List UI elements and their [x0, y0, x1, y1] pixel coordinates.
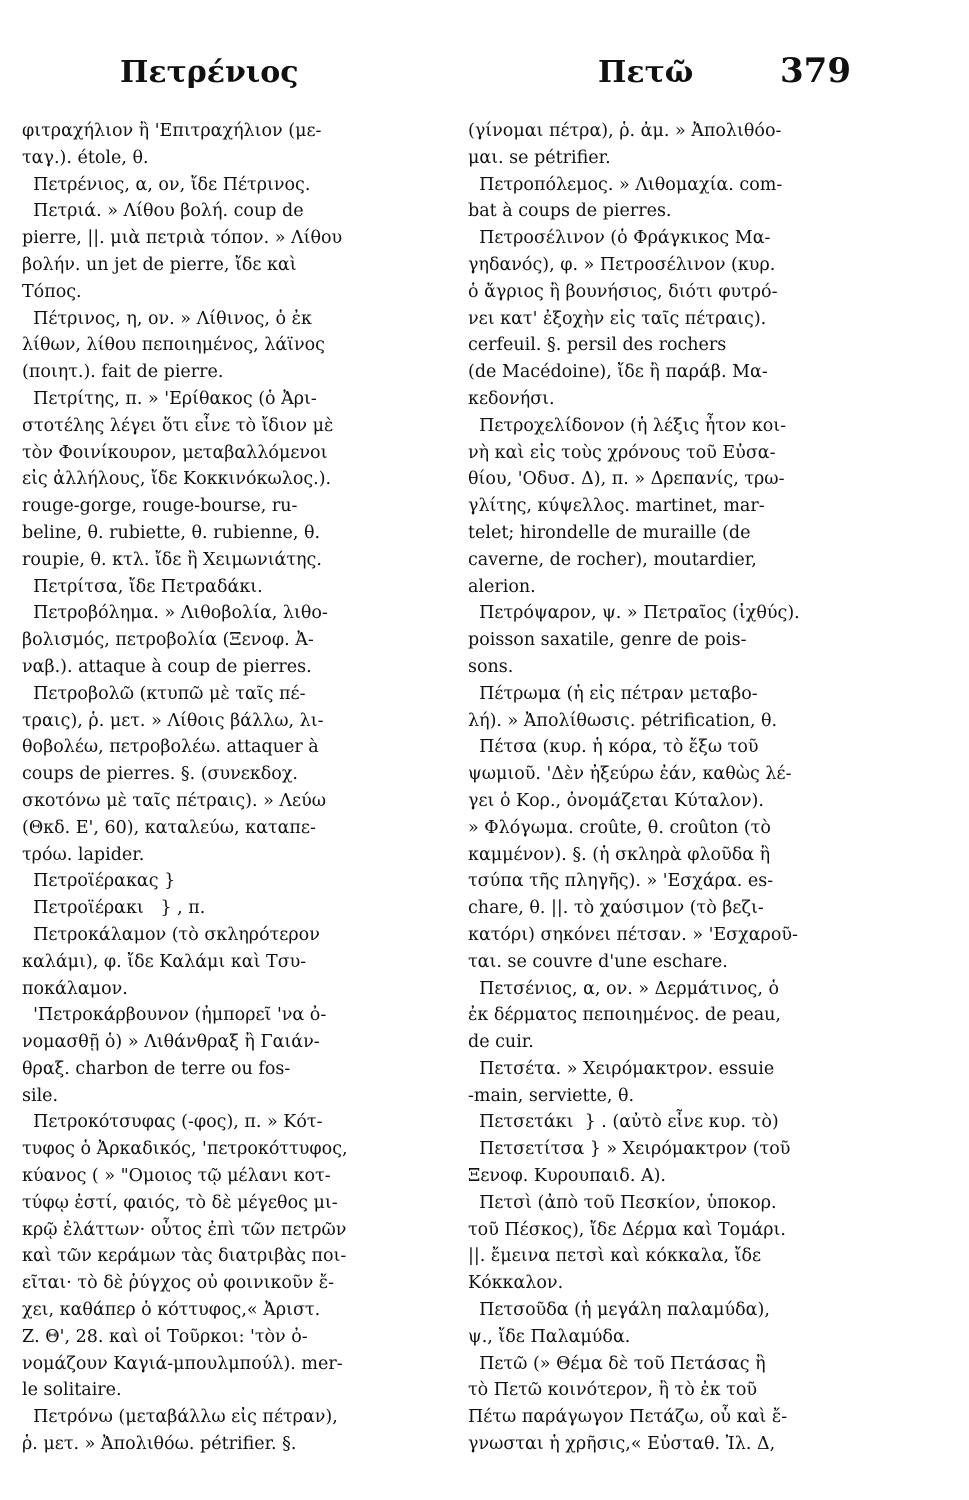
text-line: ναβ.). attaque à coup de pierres.	[22, 656, 312, 677]
text-line: λίθων, λίθου πεποιημένος, λάϊνος	[22, 335, 325, 356]
text-line: θίου, 'Οδυσ. Δ), π. » Δρεπανίς, τρω-	[468, 469, 785, 490]
text-line: (ποιητ.). fait de pierre.	[22, 362, 224, 383]
text-line: pierre, ||. μιὰ πετριὰ τόπον. » Λίθου	[22, 228, 343, 249]
text-line: Πέτσα (κυρ. ἡ κόρα, τὸ ἔξω τοῦ	[468, 737, 759, 758]
text-line: Πετσετάκι } . (αὐτὸ εἶνε κυρ. τὸ)	[468, 1112, 779, 1133]
page-number: 379	[780, 51, 851, 91]
text-line: τὸ Πετῶ κοινότερον, ἢ τὸ ἐκ τοῦ	[468, 1380, 758, 1401]
text-line: τυφος ὁ Ἀρκαδικός, 'πετροκόττυφος,	[22, 1139, 348, 1160]
text-line: rouge-gorge, rouge-bourse, ru-	[22, 496, 298, 517]
text-line: roupie, θ. κτλ. ἴδε ἢ Χειμωνιάτης.	[22, 549, 322, 570]
text-line: Πετροκότσυφας (-φος), π. » Κότ-	[22, 1112, 323, 1133]
text-line: ται. se couvre d'une eschare.	[468, 951, 728, 972]
text-line: νει κατ' ἐξοχὴν εἰς ταῖς πέτραις).	[468, 308, 767, 329]
text-line: κατόρι) σηκόνει πέτσαν. » 'Εσχαροῦ-	[468, 924, 798, 945]
text-line: νομάζουν Καγιά-μπουλμπούλ). mer-	[22, 1353, 343, 1374]
text-line: φιτραχήλιον ἢ 'Επιτραχήλιον (με-	[22, 121, 322, 141]
text-line: sons.	[468, 656, 514, 677]
text-line: ἐκ δέρματος πεποιημένος. de peau,	[468, 1005, 781, 1026]
text-line: ψ., ἴδε Παλαμύδα.	[468, 1326, 631, 1347]
text-line: Ζ. Θ', 28. καὶ οἱ Τοῦρκοι: 'τὸν ὀ-	[22, 1326, 308, 1347]
text-line: de cuir.	[468, 1032, 534, 1053]
text-line: Πετρίτης, π. » 'Ερίθακος (ὁ Ἀρι-	[22, 388, 317, 409]
text-line: Πετσὶ (ἀπὸ τοῦ Πεσκίον, ὑποκορ.	[468, 1192, 777, 1213]
text-line: Πετροϊέρακι } , π.	[22, 898, 206, 919]
text-line: κρῷ ἐλάττων· οὗτος ἐπὶ τῶν πετρῶν	[22, 1219, 347, 1240]
text-line: σκοτόνω μὲ ταῖς πέτραις). » Λεύω	[22, 790, 327, 811]
running-header	[0, 51, 969, 105]
text-line: telet; hirondelle de muraille (de	[468, 522, 751, 543]
text-line: Πετρίτσα, ἴδε Πετραδάκι.	[22, 576, 263, 597]
text-line: poisson saxatile, genre de pois-	[468, 630, 747, 651]
text-line: καλάμι), φ. ἴδε Καλάμι καὶ Τσυ-	[22, 951, 307, 972]
text-line: Πέτρωμα (ἡ εἰς πέτραν μεταβο-	[468, 683, 758, 704]
text-line: λή). » Ἀπολίθωσις. pétrification, θ.	[468, 710, 778, 731]
text-line: Κόκκαλον.	[468, 1273, 564, 1294]
text-line: Πετροπόλεμος. » Λιθομαχία. com-	[468, 174, 783, 195]
text-line: Πετροϊέρακας }	[22, 871, 176, 892]
text-line: Πετσένιος, α, ον. » Δερμάτινος, ὁ	[468, 978, 779, 999]
text-line: ὁ ἄγριος ἢ βουνήσιος, διότι φυτρό-	[468, 281, 778, 302]
text-line: θραξ. charbon de terre ou fos-	[22, 1058, 291, 1079]
text-line: γει ὁ Κορ., ὀνομάζεται Κύταλον).	[468, 790, 764, 811]
text-line: νομασθῇ ὁ) » Λιθάνθραξ ἢ Γαιάν-	[22, 1032, 320, 1053]
text-line: γνωσται ἡ χρῆσις,« Εὐσταθ. Ἰλ. Δ,	[468, 1434, 776, 1455]
text-line: Πέτω παράγωγον Πετάζω, οὗ καὶ ἔ-	[468, 1407, 788, 1428]
text-line: 'Πετροκάρβουνον (ἠμπορεῖ 'να ὀ-	[22, 1005, 327, 1026]
text-line: καὶ τῶν κεράμων τὰς διατριβὰς ποι-	[22, 1246, 347, 1267]
text-line: γλίτης, κύψελλος. martinet, mar-	[468, 496, 765, 517]
text-line: ταγ.). étole, θ.	[22, 147, 149, 168]
header-left-word: Πετρένιος	[120, 55, 299, 90]
text-line: Πετροχελίδονον (ἡ λέξις ἦτον κοι-	[468, 415, 787, 436]
text-line: τοῦ Πέσκος), ἴδε Δέρμα καὶ Τομάρι.	[468, 1219, 786, 1240]
text-line: bat à coups de pierres.	[468, 201, 672, 222]
text-line: κεδονήσι.	[468, 388, 555, 409]
text-line: εῖται· τὸ δὲ ῥύγχος οὐ φοινικοῦν ἔ-	[22, 1273, 335, 1294]
text-line: Πετσέτα. » Χειρόμακτρον. essuie	[468, 1058, 775, 1079]
text-line: Πετρόνω (μεταβάλλω εἰς πέτραν),	[22, 1407, 338, 1428]
text-line: Πετροσέλινον (ὁ Φράγκικος Μα-	[468, 228, 771, 249]
text-line: Πετροκάλαμον (τὸ σκληρότερον	[22, 924, 320, 945]
text-line: τσύπα τῆς πληγῆς). » 'Εσχάρα. es-	[468, 871, 774, 892]
text-line: τραις), ῥ. μετ. » Λίθοις βάλλω, λι-	[22, 710, 324, 731]
text-line: κύανος ( » "Ομοιος τῷ μέλανι κοτ-	[22, 1166, 331, 1187]
text-line: ψωμιοῦ. 'Δὲν ἠξεύρω ἐάν, καθὼς λέ-	[468, 764, 792, 785]
text-line: beline, θ. rubiette, θ. rubienne, θ.	[22, 522, 321, 543]
text-line: ῥ. μετ. » Ἀπολιθόω. pétrifier. §.	[22, 1434, 297, 1455]
header-right-word: Πετῶ	[598, 55, 694, 90]
text-line: Ξενοφ. Κυρουπαιδ. Α).	[468, 1166, 666, 1187]
text-line: γηδανός), φ. » Πετροσέλινον (κυρ.	[468, 254, 776, 275]
text-line: Πετριά. » Λίθου βολή. coup de	[22, 201, 304, 222]
text-line: Πετρόψαρον, ψ. » Πετραῖος (ἰχθύς).	[468, 603, 800, 624]
text-line: chare, θ. ||. τὸ χαύσιμον (τὸ βεζι-	[468, 898, 764, 919]
text-line: θοβολέω, πετροβολέω. attaquer à	[22, 737, 319, 758]
text-line: (Θκδ. Ε', 60), καταλεύω, καταπε-	[22, 817, 316, 838]
text-line: Πετσετίτσα } » Χειρόμακτρον (τοῦ	[468, 1139, 791, 1160]
text-line: νὴ καὶ εἰς τοὺς χρόνους τοῦ Εὐσα-	[468, 442, 776, 463]
text-line: » Φλόγωμα. croûte, θ. croûton (τὸ	[468, 817, 771, 838]
text-line: le solitaire.	[22, 1380, 122, 1401]
text-line: Πετσοῦδα (ἡ μεγάλη παλαμύδα),	[468, 1300, 770, 1321]
left-column	[22, 118, 442, 1458]
text-line: (de Macédoine), ἴδε ἢ παράβ. Μα-	[468, 362, 768, 383]
text-line: χει, καθάπερ ὁ κόττυφος,« Ἀριστ.	[22, 1300, 321, 1321]
text-line: τὸν Φοινίκουρον, μεταβαλλόμενοι	[22, 442, 328, 463]
right-column	[468, 118, 958, 1458]
text-line: Πέτρινος, η, ον. » Λίθινος, ὁ ἐκ	[22, 308, 312, 329]
text-line: εἰς ἀλλήλους, ἴδε Κοκκινόκωλος.).	[22, 469, 332, 490]
text-line: sile.	[22, 1085, 59, 1106]
text-line: caverne, de rocher), moutardier,	[468, 549, 757, 570]
text-line: ποκάλαμον.	[22, 978, 128, 999]
text-line: καμμένον). §. (ἡ σκληρὰ φλοῦδα ἢ	[468, 844, 771, 865]
text-line: Τόπος.	[22, 281, 82, 302]
text-line: coups de pierres. §. (συνεκδοχ.	[22, 764, 298, 785]
text-line: -main, serviette, θ.	[468, 1085, 635, 1106]
text-line: μαι. se pétrifier.	[468, 147, 611, 168]
text-line: στοτέλης λέγει ὅτι εἶνε τὸ ἴδιον μὲ	[22, 415, 334, 436]
text-line: alerion.	[468, 576, 536, 597]
text-line: Πετροβολῶ (κτυπῶ μὲ ταῖς πέ-	[22, 683, 306, 704]
text-line: βολισμός, πετροβολία (Ξενοφ. Ἀ-	[22, 630, 314, 651]
text-line: ||. ἔμεινα πετσὶ καὶ κόκκαλα, ἴδε	[468, 1246, 762, 1267]
text-line: τύφῳ ἐστί, φαιός, τὸ δὲ μέγεθος μι-	[22, 1192, 338, 1213]
text-line: τρόω. lapider.	[22, 844, 145, 865]
text-line: Πετῶ (» Θέμα δὲ τοῦ Πετάσας ἢ	[468, 1353, 766, 1374]
text-line: (γίνομαι πέτρα), ῥ. ἀμ. » Ἀπολιθόο-	[468, 121, 782, 141]
text-line: βολήν. un jet de pierre, ἴδε καὶ	[22, 254, 297, 275]
text-line: Πετροβόλημα. » Λιθοβολία, λιθο-	[22, 603, 328, 624]
text-line: Πετρένιος, α, ον, ἴδε Πέτρινος.	[22, 174, 311, 195]
text-line: cerfeuil. §. persil des rochers	[468, 335, 727, 356]
